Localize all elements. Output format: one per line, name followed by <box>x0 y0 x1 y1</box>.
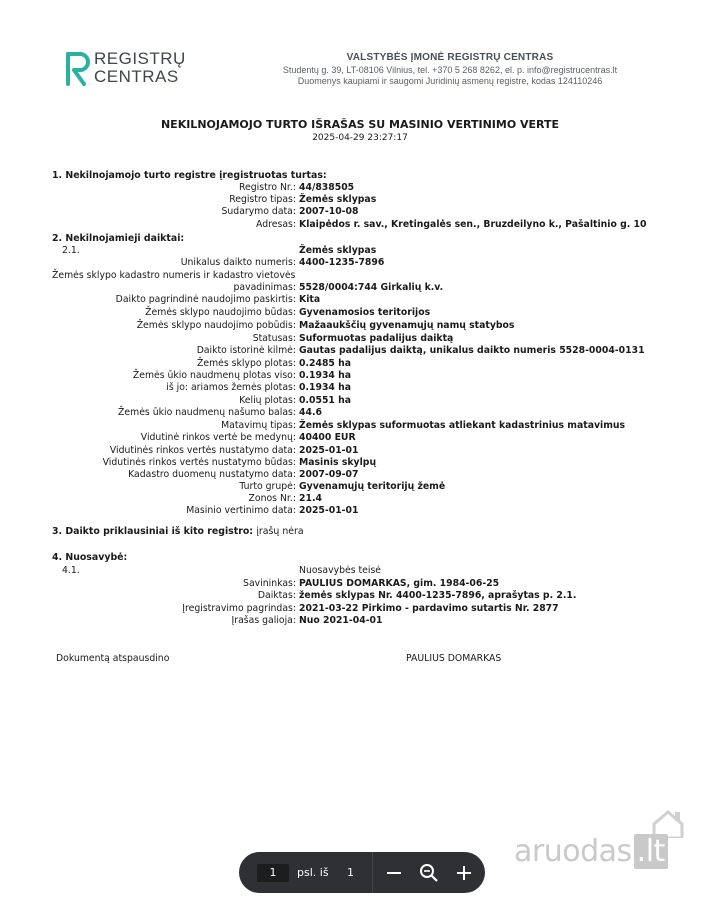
s2-label-naudmenu-plotas: Žemės ūkio naudmenų plotas viso: <box>132 370 296 381</box>
s1-value-registro-nr: 44/838505 <box>299 182 355 193</box>
s2-label-ariamos-plotas: iš jo: ariamos žemės plotas: <box>166 382 296 393</box>
s2-label-unikalus-numeris: Unikalus daikto numeris: <box>180 257 296 268</box>
s2-label-keliu-plotas: Kelių plotas: <box>239 395 296 406</box>
section3-heading: 3. Daikto priklausiniai iš kito registro: <box>52 526 254 537</box>
s2-label-kadastro-line1: Žemės sklypo kadastro numeris ir kadastro vietovės <box>52 270 296 281</box>
logo-text-line1: REGISTRŲ <box>94 49 186 68</box>
s2-label-vertes-data: Vidutinės rinkos vertės nustatymo data: <box>109 445 296 456</box>
s2-value-paskirtis: Kita <box>299 294 321 305</box>
logo-text-line2: CENTRAS <box>94 67 179 86</box>
section3 <box>52 526 304 537</box>
s2-value-naudojimo-pobudis: Mažaaukščių gyvenamųjų namų statybos <box>299 320 515 331</box>
logo-text <box>94 50 186 86</box>
s1-value-registro-tipas: Žemės sklypas <box>299 194 377 205</box>
magnifier-icon[interactable] <box>416 860 442 886</box>
s2-item-number: 2.1. <box>62 245 80 256</box>
s2-label-naudojimo-budas: Žemės sklypo naudojimo būdas: <box>145 307 296 318</box>
s4-label-daiktas: Daiktas: <box>257 590 296 601</box>
s4-label-savininkas: Savininkas: <box>243 578 296 589</box>
page-of-label: psl. iš <box>297 866 329 879</box>
s2-label-naudojimo-pobudis: Žemės sklypo naudojimo pobūdis: <box>136 320 296 331</box>
s2-value-vertes-budas: Masinis skylpų <box>299 457 377 468</box>
s2-value-pavadinimas: 5528/0004:744 Girkalių k.v. <box>299 282 444 293</box>
s2-label-matavimu-tipas: Matavimų tipas: <box>221 420 296 431</box>
toolbar-divider <box>372 852 373 893</box>
s2-value-keliu-plotas: 0.0551 ha <box>299 395 352 406</box>
s4-value-pagrindas: 2021-03-22 Pirkimo - pardavimo sutartis Nr. 2877 <box>299 603 559 614</box>
s2-value-rinkos-verte: 40400 EUR <box>299 432 356 443</box>
document-title: NEKILNOJAMOJO TURTO IŠRAŠAS SU MASINIO VERTINIMO VERTE <box>160 118 560 131</box>
s2-value-vertes-data: 2025-01-01 <box>299 445 359 456</box>
s2-value-matavimu-tipas: Žemės sklypas suformuotas atliekant kadastrinius matavimus <box>299 420 626 431</box>
s2-label-paskirtis: Daikto pagrindinė naudojimo paskirtis: <box>115 294 296 305</box>
s4-label-galioja: Įrašas galioja: <box>231 615 296 626</box>
section1-heading: 1. Nekilnojamojo turto registre įregistruotas turtas: <box>52 170 327 181</box>
s2-value-vertinimo-data: 2025-01-01 <box>299 505 359 516</box>
s2-value-ariamos-plotas: 0.1934 ha <box>299 382 352 393</box>
s2-label-istorine-kilme: Daikto istorinė kilmė: <box>196 345 296 356</box>
s4-label-pagrindas: Įregistravimo pagrindas: <box>182 603 296 614</box>
s1-label-registro-nr: Registro Nr.: <box>238 182 296 193</box>
s2-value-kadastro-data: 2007-09-07 <box>299 469 359 480</box>
s2-value-sklypo-plotas: 0.2485 ha <box>299 358 352 369</box>
printed-by-name: PAULIUS DOMARKAS <box>406 653 502 664</box>
registru-logo-mark-icon <box>64 50 92 88</box>
s2-item-title: Žemės sklypas <box>299 245 377 256</box>
s1-label-sudarymo-data: Sudarymo data: <box>221 206 296 217</box>
org-address: Studentų g. 39, LT-08106 Vilnius, tel. +370 5 268 8262, el. p. info@registrucentras.lt <box>282 65 618 75</box>
s2-value-naudojimo-budas: Gyvenamosios teritorijos <box>299 307 431 318</box>
s2-label-nasumo-balas: Žemės ūkio naudmenų našumo balas: <box>118 407 296 418</box>
s2-label-rinkos-verte: Vidutinė rinkos vertė be medynų: <box>140 432 296 443</box>
s1-label-adresas: Adresas: <box>256 219 296 230</box>
s2-value-nasumo-balas: 44.6 <box>299 407 322 418</box>
s2-label-vertinimo-data: Masinio vertinimo data: <box>186 505 296 516</box>
section4-heading: 4. Nuosavybė: <box>52 552 128 563</box>
s2-label-pavadinimas: pavadinimas: <box>233 282 296 293</box>
s2-value-unikalus-numeris: 4400-1235-7896 <box>299 257 385 268</box>
zoom-out-button[interactable] <box>381 860 407 886</box>
s4-value-savininkas: PAULIUS DOMARKAS, gim. 1984-06-25 <box>299 578 500 589</box>
s2-value-statusas: Suformuotas padalijus daiktą <box>299 333 454 344</box>
s2-label-sklypo-plotas: Žemės sklypo plotas: <box>196 358 296 369</box>
registru-centras-logo <box>64 48 186 92</box>
s2-label-kadastro-data: Kadastro duomenų nustatymo data: <box>128 469 296 480</box>
s2-label-turto-grupe: Turto grupė: <box>239 481 296 492</box>
zoom-in-button[interactable] <box>451 860 477 886</box>
s4-item-number: 4.1. <box>62 565 80 576</box>
watermark-text: aruodas <box>514 834 632 869</box>
s4-value-daiktas: žemės sklypas Nr. 4400-1235-7896, aprašytas p. 2.1. <box>299 590 577 601</box>
s2-value-naudmenu-plotas: 0.1934 ha <box>299 370 352 381</box>
s1-value-sudarymo-data: 2007-10-08 <box>299 206 359 217</box>
total-pages: 1 <box>347 866 354 879</box>
org-registry: Duomenys kaupiami ir saugomi Juridinių asmenų registre, kodas 124110246 <box>297 76 603 86</box>
section2-heading: 2. Nekilnojamieji daiktai: <box>52 233 185 244</box>
s4-item-title: Nuosavybės teisė <box>299 565 382 576</box>
page-number-input[interactable]: 1 <box>257 864 289 882</box>
s1-label-registro-tipas: Registro tipas: <box>229 194 296 205</box>
section3-value: įrašų nėra <box>256 526 304 537</box>
printed-by-label: Dokumentą atspausdino <box>56 653 170 664</box>
s2-label-statusas: Statusas: <box>252 333 296 344</box>
s2-value-zonos-nr: 21.4 <box>299 493 322 504</box>
org-name: VALSTYBĖS ĮMONĖ REGISTRŲ CENTRAS <box>346 52 554 63</box>
pdf-toolbar <box>239 852 485 893</box>
s2-value-turto-grupe: Gyvenamųjų teritorijų žemė <box>299 481 446 492</box>
s4-value-galioja: Nuo 2021-04-01 <box>299 615 383 626</box>
s2-label-zonos-nr: Zonos Nr.: <box>248 493 296 504</box>
s1-value-adresas: Klaipėdos r. sav., Kretingalės sen., Bruzdeilyno k., Pašaltinio g. 10 <box>299 219 647 230</box>
document-date: 2025-04-29 23:27:17 <box>312 133 408 143</box>
s2-label-vertes-budas: Vidutinės rinkos vertės nustatymo būdas: <box>102 457 296 468</box>
watermark-suffix: .lt <box>634 834 668 869</box>
aruodas-watermark <box>514 834 668 869</box>
s2-value-istorine-kilme: Gautas padalijus daiktą, unikalus daikto numeris 5528-0004-0131 <box>299 345 645 356</box>
